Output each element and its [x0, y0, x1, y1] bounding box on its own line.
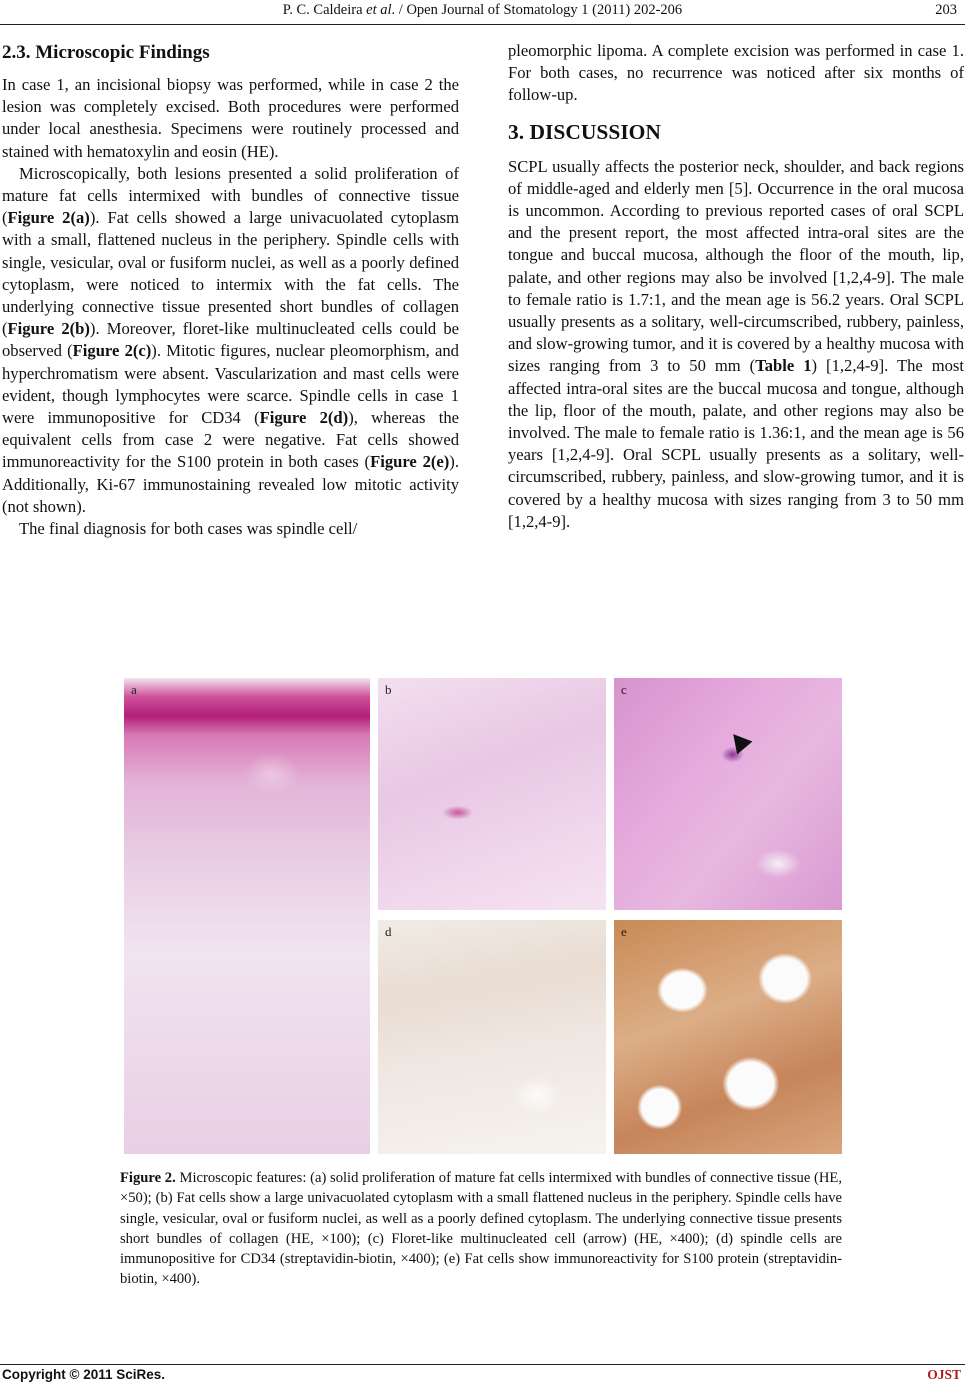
micrograph-panel-d [378, 920, 606, 1154]
running-title: P. C. Caldeira et al. / Open Journal of Stomatology 1 (2011) 202-206 [282, 2, 683, 18]
section-heading-discussion: 3. DISCUSSION [508, 119, 661, 144]
micrograph-panel-c [614, 678, 842, 910]
figure-caption: Figure 2. Microscopic features: (a) solid proliferation of mature fat cells intermixed with bundles of connective tissue (HE, ×50); (b) Fat cells show a large univacuolated cytoplasm with a small flattened nucleus in the periphery. Spindle cells have single, vesicular, oval or fusiform nuclei, as well as a poorly defined cytoplasm. The underlying connective tissue presents short bundles of collagen (HE, ×100); (c) Floret-like multinucleated cell (arrow) (HE, ×400); (d) spindle cells are immunopositive for CD34 (streptavidin-biotin, ×400); (e) Fat cells show immunoreactivity for S100 protein (streptavidin-biotin, ×400). [120, 1170, 842, 1288]
panel-label: e [621, 924, 627, 939]
section-heading-microscopic-findings: 2.3. Microscopic Findings [2, 42, 210, 63]
figure-reference-link[interactable]: Figure 2(b) [7, 319, 90, 339]
journal-abbreviation: OJST [927, 1367, 961, 1382]
panel-label: d [385, 924, 392, 939]
paragraph: The final diagnosis for both cases was spindle cell/ [19, 519, 358, 539]
arrow-icon [726, 728, 753, 755]
panel-label: b [385, 682, 392, 697]
table-reference-link[interactable]: Table 1 [755, 356, 812, 376]
running-header [0, 2, 965, 24]
paragraph: Microscopically, both lesions presented a solid proliferation of mature fat cells intermixed with bundles of connective tissue (Figure 2(a)). Fat cells showed a large univacuolated cytoplasm with a small, flattened nucleus in the periphery. Spindle cells with single, vesicular, oval or fusiform nuclei, as well as a poorly defined cytoplasm, were noticed to intermix with the fat cells. The underlying connective tissue presented short bundles of collagen (Figure 2(b)). Moreover, floret-like multinucleated cells could be observed (Figure 2(c)). Mitotic figures, nuclear pleomorphism, and hyperchromatism were absent. Vascularization and mast cells were evident, though lymphocytes were scarce. Spindle cells in case 1 were immunopositive for CD34 (Figure 2(d)), whereas the equivalent cells from case 2 were negative. Fat cells showed immunoreactivity for the S100 protein in both cases (Figure 2(e)). Additionally, Ki-67 immunostaining revealed low mitotic activity (not shown). [2, 163, 460, 516]
figure-reference-link[interactable]: Figure 2(e) [370, 452, 450, 472]
micrograph-panel-b [378, 678, 606, 910]
panel-label: a [131, 682, 137, 697]
copyright-notice: Copyright © 2011 SciRes. [2, 1367, 166, 1382]
page-number: 203 [935, 2, 957, 18]
header-divider [0, 24, 965, 25]
micrograph-panel-e [614, 920, 842, 1154]
figure-reference-link[interactable]: Figure 2(d) [259, 408, 349, 428]
footer-divider [0, 1364, 965, 1365]
right-column [508, 40, 964, 533]
caption-label: Figure 2. [120, 1170, 176, 1186]
figure-reference-link[interactable]: Figure 2(c) [72, 341, 152, 361]
paragraph: pleomorphic lipoma. A complete excision was performed in case 1. For both cases, no recurrence was noticed after six months of follow-up. [508, 41, 964, 105]
panel-label: c [621, 682, 627, 697]
micrograph-panel-a [124, 678, 370, 1154]
paragraph: In case 1, an incisional biopsy was performed, while in case 2 the lesion was completely excised. Both procedures were performed under local anesthesia. Specimens were routinely processed and stained with hematoxylin and eosin (HE). [2, 75, 459, 161]
figure-reference-link[interactable]: Figure 2(a) [7, 208, 90, 228]
left-column [2, 40, 459, 540]
paragraph: SCPL usually affects the posterior neck, shoulder, and back regions of middle-aged and elderly men [5]. Occurrence in the oral mucosa is uncommon. According to previous reported cases of oral SCPL and the present report, the most affected intra-oral sites are the tongue and buccal mucosa, although the floor of the mouth, lip, palate, and other regions may also be involved [1,2,4-9]. The male to female ratio is 1.7:1, and the mean age is 56.2 years. Oral SCPL usually presents as a solitary, well-circumscribed, rubbery, painless, and slow-growing tumor, and it is covered by a healthy mucosa with sizes ranging from 3 to 50 mm (Table 1) [1,2,4-9]. The most affected intra-oral sites are the buccal mucosa and tongue, although the lip, floor of the mouth, palate, and other regions may also be involved. The male to female ratio is 1.36:1, and the mean age is 56 years [1,2,4-9]. Oral SCPL usually presents as a solitary, well-circumscribed, rubbery, painless, and slow-growing tumor, and it is covered by a healthy mucosa with sizes ranging from 3 to 50 mm [1,2,4-9]. [508, 156, 964, 531]
figure-2-micrographs [124, 678, 842, 1154]
page-footer [0, 1367, 965, 1385]
